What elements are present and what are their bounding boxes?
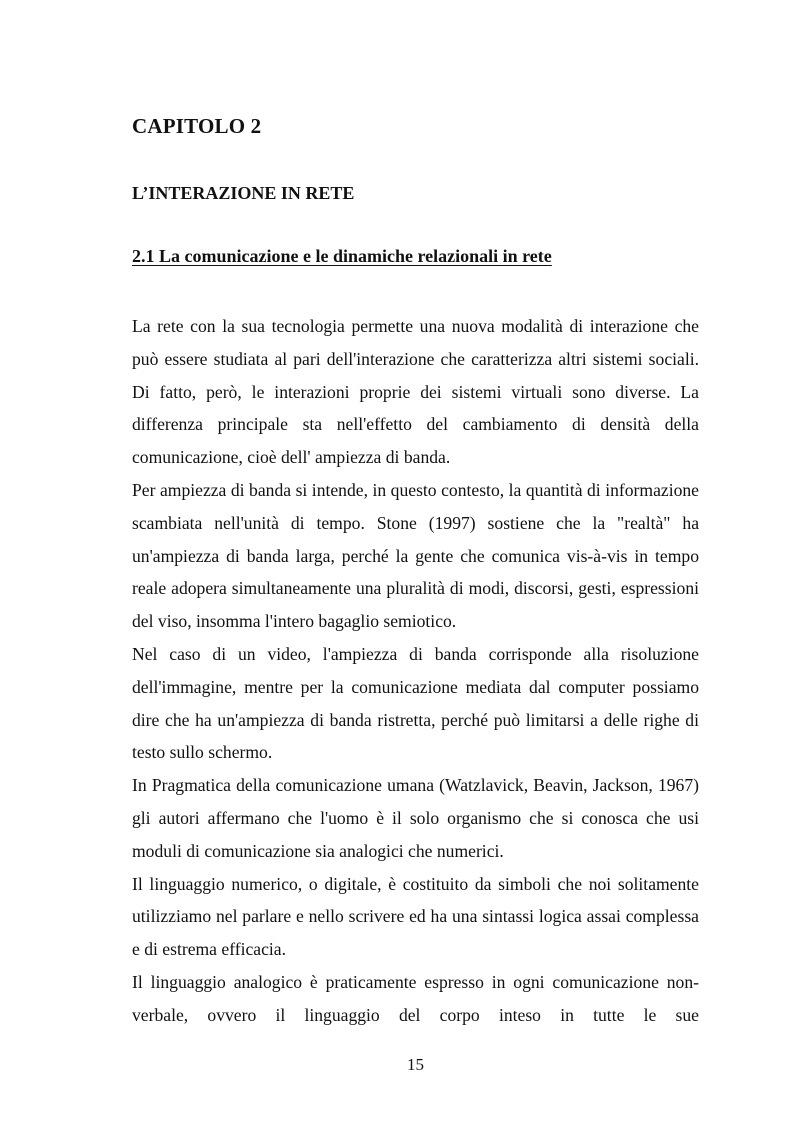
paragraph-numeric-language: Il linguaggio numerico, o digitale, è costituito da simboli che noi solitamente utilizziamo nel parlare e nello scrivere ed ha una sintassi logica assai complessa e di estrema efficacia. (132, 873, 699, 960)
chapter-title: CAPITOLO 2 (132, 114, 262, 138)
paragraph-bandwidth-definition: Per ampiezza di banda si intende, in questo contesto, la quantità di informazione scambiata nell'unità di tempo. Stone (1997) sostiene che la "realtà" ha un'ampiezza di banda larga, perché la gente che comunica vis-à-vis in tempo reale adopera simultaneamente una pluralità di modi, discorsi, gesti, espressioni del viso, insomma l'intero bagaglio semiotico. (132, 479, 699, 632)
page-number: 15 (407, 1055, 424, 1074)
section-title: L’INTERAZIONE IN RETE (132, 183, 355, 203)
body-text (132, 310, 699, 1032)
paragraph-video-bandwidth: Nel caso di un video, l'ampiezza di banda corrisponde alla risoluzione dell'immagine, mentre per la comunicazione mediata dal computer possiamo dire che ha un'ampiezza di banda ristretta, perché può limitarsi a delle righe di testo sullo schermo. (132, 643, 699, 763)
paragraph-pragmatics: In Pragmatica della comunicazione umana (Watzlavick, Beavin, Jackson, 1967) gli autori affermano che l'uomo è il solo organismo che si conosca che usi moduli di comunicazione sia analogici che numerici. (132, 775, 699, 861)
subsection-title: 2.1 La comunicazione e le dinamiche relazionali in rete (132, 246, 552, 266)
paragraph-analog-language: Il linguaggio analogico è praticamente espresso in ogni comunicazione non-verbale, ovvero il linguaggio del corpo inteso in tutte le sue (132, 971, 699, 1025)
paragraph-bandwidth-intro: La rete con la sua tecnologia permette una nuova modalità di interazione che può essere studiata al pari dell'interazione che caratterizza altri sistemi sociali. Di fatto, però, le interazioni proprie dei sistemi virtuali sono diverse. La differenza principale sta nell'effetto del cambiamento di densità della comunicazione, cioè dell' ampiezza di banda. (132, 316, 699, 468)
